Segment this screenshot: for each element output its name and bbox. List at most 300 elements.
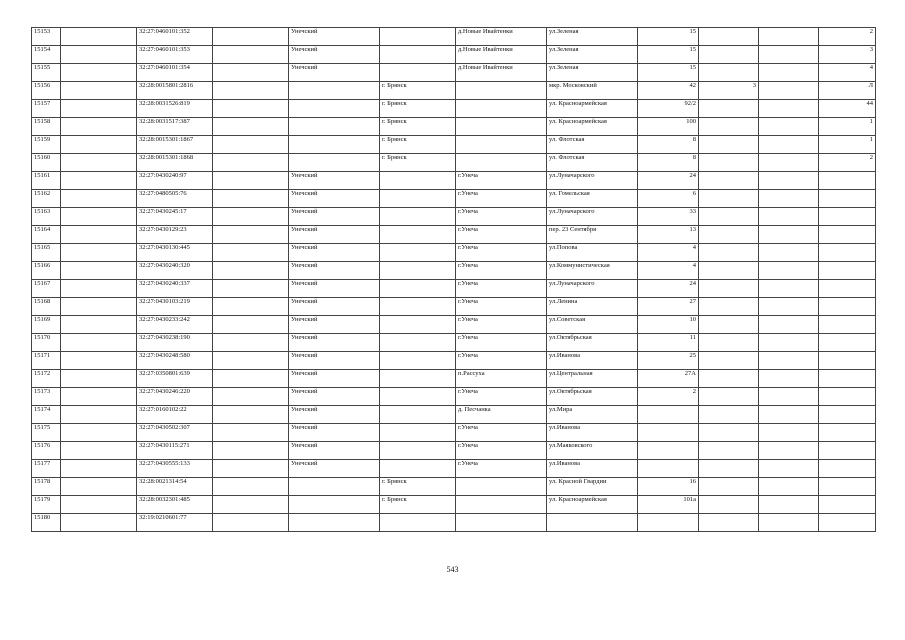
table-cell: 32:19:0210601:77 (137, 514, 213, 532)
table-cell (213, 244, 289, 262)
table-cell (213, 370, 289, 388)
table-cell: 32:27:0430248:580 (137, 352, 213, 370)
table-cell (638, 514, 699, 532)
table-cell (61, 352, 137, 370)
table-cell: г.Унеча (456, 298, 547, 316)
table-cell (380, 190, 456, 208)
table-cell (61, 28, 137, 46)
table-cell (759, 406, 819, 424)
table-cell: 15154 (32, 46, 61, 64)
table-cell (819, 478, 876, 496)
table-cell (759, 136, 819, 154)
table-cell: ул.Маяковского (547, 442, 638, 460)
table-row (32, 118, 876, 136)
table-cell: 15156 (32, 82, 61, 100)
table-cell (699, 478, 759, 496)
table-cell (456, 514, 547, 532)
table-cell: Унечский (289, 244, 380, 262)
table-cell (819, 262, 876, 280)
table-cell (759, 100, 819, 118)
table-cell (61, 208, 137, 226)
table-cell: п.Рассуха (456, 370, 547, 388)
table-cell: г.Унеча (456, 460, 547, 478)
table-cell (699, 424, 759, 442)
table-cell: 100 (638, 118, 699, 136)
table-cell (213, 226, 289, 244)
table-cell (61, 334, 137, 352)
table-cell (289, 514, 380, 532)
table-cell: 15174 (32, 406, 61, 424)
table-cell (638, 424, 699, 442)
table-cell: г.Унеча (456, 190, 547, 208)
table-cell (213, 28, 289, 46)
table-cell: Унечский (289, 208, 380, 226)
table-cell (213, 100, 289, 118)
table-cell: ул.Иванова (547, 352, 638, 370)
table-cell (699, 298, 759, 316)
table-row (32, 514, 876, 532)
table-cell (213, 208, 289, 226)
table-row (32, 64, 876, 82)
table-cell: г. Брянск (380, 82, 456, 100)
table-row (32, 154, 876, 172)
table-cell (380, 46, 456, 64)
table-cell (61, 298, 137, 316)
table-cell: г.Унеча (456, 280, 547, 298)
table-cell (213, 262, 289, 280)
table-cell (819, 388, 876, 406)
table-cell: г. Брянск (380, 100, 456, 118)
table-cell: г.Унеча (456, 244, 547, 262)
table-cell: 15170 (32, 334, 61, 352)
table-cell: 27А (638, 370, 699, 388)
table-cell: 15167 (32, 280, 61, 298)
table-cell: 15160 (32, 154, 61, 172)
table-cell: 101а (638, 496, 699, 514)
table-cell (61, 514, 137, 532)
table-cell: пер. 23 Сентября (547, 226, 638, 244)
table-cell: 4 (638, 262, 699, 280)
table-cell: 15179 (32, 496, 61, 514)
table-cell (380, 208, 456, 226)
table-cell: 25 (638, 352, 699, 370)
table-cell (759, 172, 819, 190)
table-cell (61, 46, 137, 64)
table-cell: г.Унеча (456, 226, 547, 244)
table-cell: 1 (819, 118, 876, 136)
table-cell: г.Унеча (456, 352, 547, 370)
table-cell: 32:28:0032301:485 (137, 496, 213, 514)
table-cell: Унечский (289, 46, 380, 64)
table-cell: Унечский (289, 226, 380, 244)
table-cell (213, 190, 289, 208)
table-cell (213, 118, 289, 136)
table-cell (819, 316, 876, 334)
table-cell: мкр. Московский (547, 82, 638, 100)
table-cell (61, 244, 137, 262)
table-cell (289, 82, 380, 100)
table-cell (213, 154, 289, 172)
table-cell: Унечский (289, 190, 380, 208)
table-cell: г.Унеча (456, 262, 547, 280)
table-cell (380, 442, 456, 460)
table-cell (547, 514, 638, 532)
table-cell: г.Унеча (456, 424, 547, 442)
table-cell: ул.Попова (547, 244, 638, 262)
table-cell: 4 (819, 64, 876, 82)
table-cell: 32:28:0031526:819 (137, 100, 213, 118)
table-cell: ул.Мира (547, 406, 638, 424)
table-cell: 32:27:0430245:17 (137, 208, 213, 226)
table-cell (759, 388, 819, 406)
table-cell (699, 460, 759, 478)
table-cell: д. Песчанка (456, 406, 547, 424)
table-cell (213, 280, 289, 298)
table-cell (759, 370, 819, 388)
table-cell (213, 334, 289, 352)
table-cell: Унечский (289, 262, 380, 280)
table-cell (759, 478, 819, 496)
table-row (32, 244, 876, 262)
table-cell: 1 (819, 136, 876, 154)
table-cell (61, 406, 137, 424)
table-cell: 32:27:0430103:219 (137, 298, 213, 316)
table-row (32, 442, 876, 460)
table-cell: 32:27:0460101:354 (137, 64, 213, 82)
table-cell (380, 280, 456, 298)
table-cell: Унечский (289, 316, 380, 334)
table-cell: 32:27:0480505:76 (137, 190, 213, 208)
table-cell (699, 496, 759, 514)
table-cell: г. Брянск (380, 478, 456, 496)
table-cell (819, 370, 876, 388)
table-cell: 15173 (32, 388, 61, 406)
table-cell (380, 64, 456, 82)
table-cell (699, 514, 759, 532)
table-cell: Унечский (289, 460, 380, 478)
table-row (32, 334, 876, 352)
table-cell (759, 334, 819, 352)
table-cell: ул.Зеленая (547, 28, 638, 46)
table-cell: г.Унеча (456, 172, 547, 190)
table-cell (819, 298, 876, 316)
table-row (32, 172, 876, 190)
table-cell: Унечский (289, 280, 380, 298)
table-cell (380, 370, 456, 388)
table-cell (213, 478, 289, 496)
table-cell (819, 208, 876, 226)
table-cell (380, 298, 456, 316)
table-cell (819, 514, 876, 532)
table-cell: 32:27:0430130:445 (137, 244, 213, 262)
table-cell (759, 64, 819, 82)
table-cell: ул.Луначарского (547, 172, 638, 190)
table-cell: Унечский (289, 370, 380, 388)
table-cell (213, 136, 289, 154)
table-cell: 15159 (32, 136, 61, 154)
table-cell (759, 28, 819, 46)
table-row (32, 406, 876, 424)
table-cell (699, 64, 759, 82)
table-row (32, 370, 876, 388)
table-cell: 15155 (32, 64, 61, 82)
table-cell (759, 46, 819, 64)
table-cell: ул.Зеленая (547, 64, 638, 82)
table-cell (819, 496, 876, 514)
table-cell (61, 262, 137, 280)
table-cell (380, 28, 456, 46)
table-cell: Унечский (289, 352, 380, 370)
table-cell (699, 118, 759, 136)
table-cell (699, 190, 759, 208)
table-row (32, 460, 876, 478)
table-cell (699, 172, 759, 190)
table-cell: ул. Флотская (547, 136, 638, 154)
table-cell: 32:27:0460101:353 (137, 46, 213, 64)
table-cell (456, 118, 547, 136)
table-cell (380, 172, 456, 190)
table-cell: ул. Красноармейская (547, 118, 638, 136)
table-cell: 15158 (32, 118, 61, 136)
table-row (32, 352, 876, 370)
table-cell: 4 (638, 244, 699, 262)
table-cell (380, 424, 456, 442)
table-cell: 15153 (32, 28, 61, 46)
table-cell: д.Новые Ивайтенки (456, 28, 547, 46)
table-cell: Унечский (289, 406, 380, 424)
table-cell (699, 262, 759, 280)
table-cell (759, 82, 819, 100)
table-cell (380, 244, 456, 262)
table-cell: г. Брянск (380, 154, 456, 172)
table-cell: 15168 (32, 298, 61, 316)
table-cell: ул. Гомельская (547, 190, 638, 208)
table-cell: 15178 (32, 478, 61, 496)
table-cell: 15171 (32, 352, 61, 370)
table-cell: Л (819, 82, 876, 100)
table-cell: Унечский (289, 424, 380, 442)
table-cell: г.Унеча (456, 208, 547, 226)
table-cell: Унечский (289, 298, 380, 316)
table-cell: 2 (819, 154, 876, 172)
table-cell (61, 370, 137, 388)
table-cell: 15 (638, 46, 699, 64)
table-cell (213, 460, 289, 478)
table-cell: 32:28:0031517:387 (137, 118, 213, 136)
table-cell: 13 (638, 226, 699, 244)
table-cell: 2 (638, 388, 699, 406)
table-cell: д.Новые Ивайтенки (456, 46, 547, 64)
table-cell: ул. Красноармейская (547, 496, 638, 514)
table-cell (213, 316, 289, 334)
table-cell: 32:27:0160102:22 (137, 406, 213, 424)
table-cell (61, 100, 137, 118)
table-cell (61, 64, 137, 82)
table-cell (638, 406, 699, 424)
table-cell (699, 334, 759, 352)
table-cell (61, 154, 137, 172)
table-cell (699, 370, 759, 388)
table-cell (759, 244, 819, 262)
table-cell: 3 (699, 82, 759, 100)
table-cell (289, 154, 380, 172)
table-cell: ул.Ленина (547, 298, 638, 316)
table-cell: 92/2 (638, 100, 699, 118)
table-cell (289, 496, 380, 514)
table-cell: 15180 (32, 514, 61, 532)
table-cell: 6 (638, 190, 699, 208)
table-row (32, 28, 876, 46)
table-cell (380, 226, 456, 244)
table-cell (699, 226, 759, 244)
table-cell (61, 172, 137, 190)
table-cell (213, 298, 289, 316)
table-cell: 8 (638, 136, 699, 154)
table-cell: 15165 (32, 244, 61, 262)
table-cell (61, 118, 137, 136)
table-cell (759, 496, 819, 514)
table-cell (213, 424, 289, 442)
table-cell: 32:28:0015801:2816 (137, 82, 213, 100)
table-cell (759, 154, 819, 172)
table-cell (61, 136, 137, 154)
table-cell: 24 (638, 172, 699, 190)
table-cell (759, 460, 819, 478)
table-cell: 32:27:0430555:133 (137, 460, 213, 478)
table-cell (759, 118, 819, 136)
table-cell (699, 442, 759, 460)
table-cell: 15176 (32, 442, 61, 460)
table-cell (759, 514, 819, 532)
table-cell: г.Унеча (456, 442, 547, 460)
table-cell: 32:27:0430238:190 (137, 334, 213, 352)
table-cell (289, 136, 380, 154)
table-cell: 15157 (32, 100, 61, 118)
table-cell: Унечский (289, 388, 380, 406)
table-cell: 8 (638, 154, 699, 172)
table-cell: 15163 (32, 208, 61, 226)
table-cell (61, 82, 137, 100)
table-row (32, 262, 876, 280)
table-cell (213, 64, 289, 82)
table-cell (819, 226, 876, 244)
table-cell (819, 352, 876, 370)
table-cell: Унечский (289, 442, 380, 460)
table-cell: Унечский (289, 334, 380, 352)
table-cell (380, 388, 456, 406)
table-row (32, 208, 876, 226)
table-cell: 15172 (32, 370, 61, 388)
table-cell: 32:27:0430240:320 (137, 262, 213, 280)
table-cell: 15169 (32, 316, 61, 334)
table-cell (380, 352, 456, 370)
table-cell (61, 316, 137, 334)
table-cell: 32:27:0430240:337 (137, 280, 213, 298)
table-cell (819, 244, 876, 262)
table-cell: г. Брянск (380, 136, 456, 154)
table-cell (699, 316, 759, 334)
table-cell (61, 478, 137, 496)
table-cell (61, 496, 137, 514)
table-cell: 15175 (32, 424, 61, 442)
table-cell: ул.Советская (547, 316, 638, 334)
table-cell: 3 (819, 46, 876, 64)
table-cell: 15161 (32, 172, 61, 190)
table-cell (759, 280, 819, 298)
table-cell (759, 298, 819, 316)
table-cell: 16 (638, 478, 699, 496)
table-cell (819, 172, 876, 190)
table-cell: ул. Красноармейская (547, 100, 638, 118)
table-cell: ул.Иванова (547, 424, 638, 442)
table-cell (699, 46, 759, 64)
table-row (32, 298, 876, 316)
table-cell (819, 442, 876, 460)
table-cell: г. Брянск (380, 118, 456, 136)
table-row (32, 46, 876, 64)
table-cell (759, 208, 819, 226)
table-cell (289, 478, 380, 496)
table-cell (213, 352, 289, 370)
page-number: 543 (446, 565, 459, 574)
table-cell (819, 460, 876, 478)
table-cell: ул. Красной Гвардии (547, 478, 638, 496)
table-cell: ул.Иванова (547, 460, 638, 478)
table-cell: г.Унеча (456, 334, 547, 352)
table-cell (819, 424, 876, 442)
table-cell (456, 154, 547, 172)
table-cell (759, 316, 819, 334)
table-cell: ул.Октябрьская (547, 388, 638, 406)
table-cell: 32:28:0021314:54 (137, 478, 213, 496)
table-cell (699, 208, 759, 226)
table-cell (699, 388, 759, 406)
table-cell (819, 190, 876, 208)
table-cell: д.Новые Ивайтенки (456, 64, 547, 82)
table-cell (699, 352, 759, 370)
table-cell (289, 118, 380, 136)
table-row (32, 190, 876, 208)
table-cell: 15164 (32, 226, 61, 244)
table-cell (61, 388, 137, 406)
table-cell (699, 100, 759, 118)
table-cell (759, 226, 819, 244)
table-cell (380, 514, 456, 532)
table-cell: ул.Коммунистическая (547, 262, 638, 280)
table-cell: Унечский (289, 172, 380, 190)
table-cell: г.Унеча (456, 388, 547, 406)
table-cell (213, 82, 289, 100)
table-row (32, 280, 876, 298)
table-cell (61, 226, 137, 244)
table-cell (213, 388, 289, 406)
table-cell: 32:27:0430233:242 (137, 316, 213, 334)
table-cell (61, 280, 137, 298)
table-cell (819, 334, 876, 352)
table-cell: 32:28:0015301:1867 (137, 136, 213, 154)
table-cell (61, 424, 137, 442)
table-cell (699, 28, 759, 46)
table-cell (759, 442, 819, 460)
table-cell (699, 136, 759, 154)
table-cell: 33 (638, 208, 699, 226)
table-cell (699, 154, 759, 172)
table-cell: 11 (638, 334, 699, 352)
table-cell: 42 (638, 82, 699, 100)
table-cell (61, 460, 137, 478)
table-cell (456, 82, 547, 100)
table-cell (380, 262, 456, 280)
